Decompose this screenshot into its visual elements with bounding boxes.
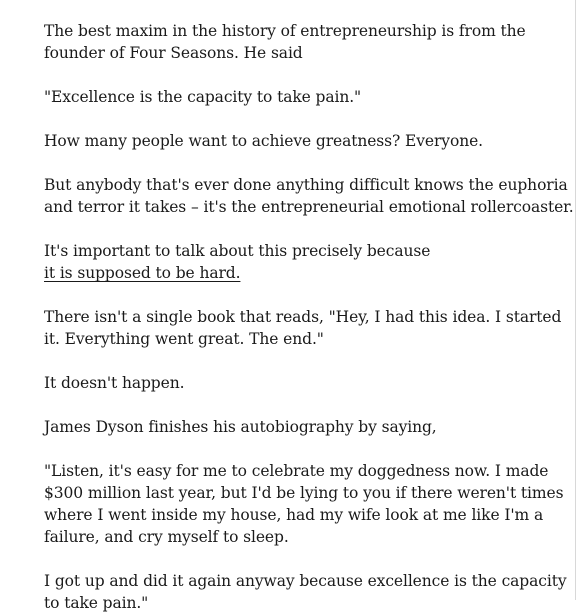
text-line: James Dyson finishes his autobiography by saying, — [44, 418, 437, 436]
paragraph-maxim-intro — [44, 20, 545, 64]
text-line: But anybody that's ever done anything difficult knows the euphoria — [44, 176, 568, 194]
text-line: I got up and did it again anyway because excellence is the capacity — [44, 572, 567, 590]
paragraph-dyson-intro — [44, 416, 545, 438]
paragraph-no-book — [44, 306, 562, 350]
text-line: It doesn't happen. — [44, 374, 185, 392]
paragraph-doesnt-happen — [44, 372, 545, 394]
paragraph-dyson-quote — [44, 460, 564, 548]
text-line: where I went inside my house, had my wife look at me like I'm a — [44, 506, 544, 524]
text-line: There isn't a single book that reads, "Hey, I had this idea. I started — [44, 308, 562, 326]
text-line: How many people want to achieve greatness? Everyone. — [44, 132, 483, 150]
paragraph-greatness — [44, 130, 545, 152]
paragraph-dyson-conclusion — [44, 570, 567, 614]
text-line: it. Everything went great. The end." — [44, 330, 324, 348]
text-line: $300 million last year, but I'd be lying to you if there weren't times — [44, 484, 564, 502]
text-line: It's important to talk about this precisely because — [44, 242, 431, 260]
text-line: "Listen, it's easy for me to celebrate my doggedness now. I made — [44, 462, 549, 480]
text-line: and terror it takes – it's the entrepreneurial emotional rollercoaster. — [44, 198, 574, 216]
text-line: The best maxim in the history of entrepreneurship is from the — [44, 22, 526, 40]
text-line: to take pain." — [44, 594, 149, 612]
paragraph-maxim-quote — [44, 86, 545, 108]
underlined-emphasis: it is supposed to be hard. — [44, 264, 241, 282]
paragraph-euphoria — [44, 174, 574, 218]
text-line: founder of Four Seasons. He said — [44, 44, 303, 62]
paragraph-supposed-hard — [44, 240, 545, 284]
text-line: failure, and cry myself to sleep. — [44, 528, 289, 546]
text-line: "Excellence is the capacity to take pain." — [44, 88, 362, 106]
